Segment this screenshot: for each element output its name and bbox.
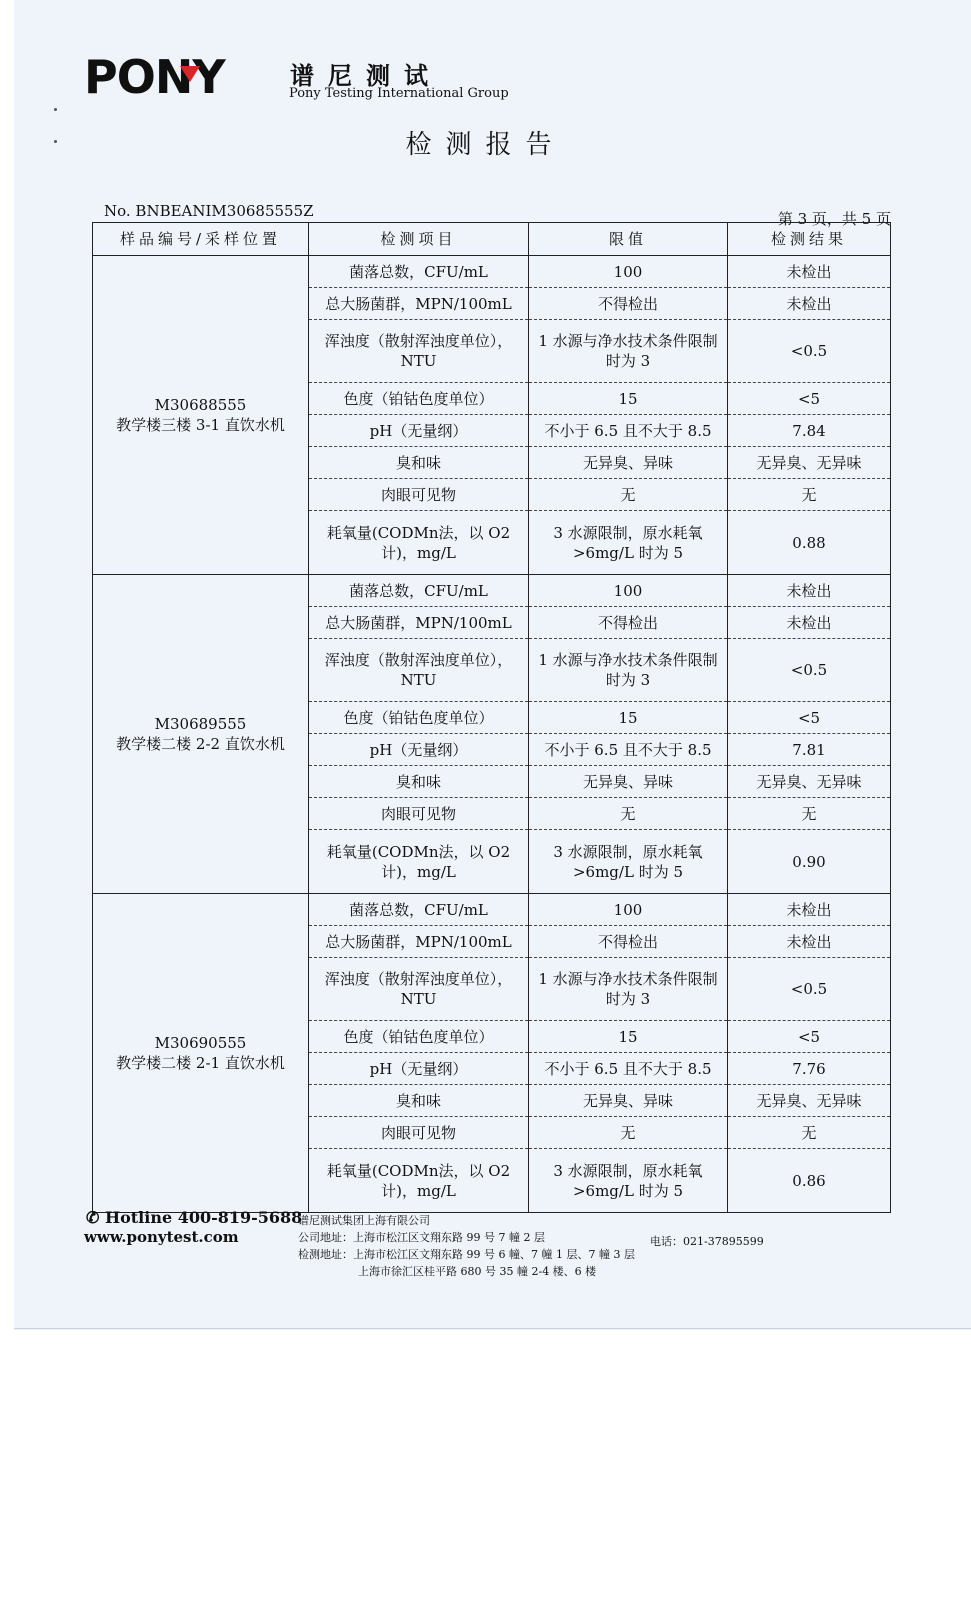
- test-item: 总大肠菌群，MPN/100mL: [309, 288, 529, 320]
- test-item: 菌落总数，CFU/mL: [309, 256, 529, 288]
- limit-value: 1 水源与净水技术条件限制时为 3: [529, 639, 728, 702]
- test-result: 7.84: [728, 415, 891, 447]
- test-item: 臭和味: [309, 1085, 529, 1117]
- test-item: 总大肠菌群，MPN/100mL: [309, 926, 529, 958]
- results-table: [92, 222, 891, 1213]
- limit-value: 不小于 6.5 且不大于 8.5: [529, 1053, 728, 1085]
- scan-dot: [54, 108, 57, 111]
- footer-hotline: [86, 1208, 302, 1227]
- report-number: No. BNBEANIM30685555Z: [104, 202, 314, 220]
- test-result: <5: [728, 1021, 891, 1053]
- limit-value: 不得检出: [529, 926, 728, 958]
- test-result: 0.86: [728, 1149, 891, 1213]
- footer-website: www.ponytest.com: [84, 1228, 239, 1246]
- test-result: <0.5: [728, 958, 891, 1021]
- sample-id: M30689555: [154, 715, 247, 733]
- limit-value: 1 水源与净水技术条件限制时为 3: [529, 320, 728, 383]
- test-item: 色度（铂钴色度单位）: [309, 383, 529, 415]
- test-result: <5: [728, 702, 891, 734]
- limit-value: 无异臭、异味: [529, 766, 728, 798]
- limit-value: 100: [529, 575, 728, 607]
- test-result: 无异臭、无异味: [728, 447, 891, 479]
- sample-id: M30690555: [154, 1034, 247, 1052]
- results-table-body: [93, 256, 891, 1213]
- header-item: 检测项目: [309, 223, 529, 256]
- sample-location: 教学楼二楼 2-1 直饮水机: [116, 1054, 285, 1072]
- sample-cell: [93, 894, 309, 1213]
- limit-value: 不得检出: [529, 288, 728, 320]
- lab-address-1: 检测地址：上海市松江区文翔东路 99 号 6 幢、7 幢 1 层、7 幢 3 层: [298, 1248, 635, 1261]
- limit-value: 3 水源限制，原水耗氧>6mg/L 时为 5: [529, 830, 728, 894]
- limit-value: 15: [529, 702, 728, 734]
- test-item: 肉眼可见物: [309, 1117, 529, 1149]
- hotline-text: Hotline 400-819-5688: [104, 1208, 303, 1227]
- red-seal-stamp: [944, 498, 964, 678]
- logo-triangle-icon: [180, 66, 200, 82]
- test-item: pH（无量纲）: [309, 1053, 529, 1085]
- table-row: [93, 256, 891, 288]
- lab-address-2: 上海市徐汇区桂平路 680 号 35 幢 2-4 楼、6 楼: [358, 1265, 597, 1278]
- sample-location: 教学楼三楼 3-1 直饮水机: [116, 416, 285, 434]
- test-item: 浑浊度（散射浑浊度单位），NTU: [309, 639, 529, 702]
- test-result: 0.90: [728, 830, 891, 894]
- limit-value: 1 水源与净水技术条件限制时为 3: [529, 958, 728, 1021]
- test-item: 耗氧量(CODMn法，以 O2计)，mg/L: [309, 1149, 529, 1213]
- header-sample: 样品编号/采样位置: [93, 223, 309, 256]
- table-row: [93, 894, 891, 926]
- document-title: 检测报告: [405, 130, 566, 160]
- test-item: 总大肠菌群，MPN/100mL: [309, 607, 529, 639]
- test-result: 未检出: [728, 256, 891, 288]
- test-result: <0.5: [728, 320, 891, 383]
- test-item: 耗氧量(CODMn法，以 O2计)，mg/L: [309, 511, 529, 575]
- test-item: 色度（铂钴色度单位）: [309, 702, 529, 734]
- limit-value: 3 水源限制，原水耗氧>6mg/L 时为 5: [529, 511, 728, 575]
- test-item: 耗氧量(CODMn法，以 O2计)，mg/L: [309, 830, 529, 894]
- header-limit: 限值: [529, 223, 728, 256]
- test-result: 无异臭、无异味: [728, 1085, 891, 1117]
- limit-value: 100: [529, 894, 728, 926]
- test-result: 无: [728, 479, 891, 511]
- test-item: pH（无量纲）: [309, 734, 529, 766]
- sample-id: M30688555: [154, 396, 247, 414]
- test-result: 无异臭、无异味: [728, 766, 891, 798]
- limit-value: 无: [529, 798, 728, 830]
- brand-cn-name: 谱尼测试: [290, 61, 442, 90]
- test-item: 色度（铂钴色度单位）: [309, 1021, 529, 1053]
- footer-address: [298, 1212, 635, 1280]
- test-item: pH（无量纲）: [309, 415, 529, 447]
- limit-value: 100: [529, 256, 728, 288]
- sheet-edge: [14, 1328, 971, 1329]
- company-name: 谱尼测试集团上海有限公司: [298, 1214, 430, 1227]
- test-item: 臭和味: [309, 447, 529, 479]
- test-item: 浑浊度（散射浑浊度单位），NTU: [309, 320, 529, 383]
- test-item: 菌落总数，CFU/mL: [309, 894, 529, 926]
- sample-cell: [93, 256, 309, 575]
- brand-en-name: Pony Testing International Group: [289, 86, 509, 101]
- test-item: 浑浊度（散射浑浊度单位），NTU: [309, 958, 529, 1021]
- limit-value: 15: [529, 1021, 728, 1053]
- limit-value: 无异臭、异味: [529, 1085, 728, 1117]
- test-result: 7.81: [728, 734, 891, 766]
- phone-icon: ✆: [86, 1208, 100, 1227]
- footer-phone: 电话：021-37895599: [650, 1235, 764, 1248]
- sample-location: 教学楼二楼 2-2 直饮水机: [116, 735, 285, 753]
- table-row: [93, 575, 891, 607]
- limit-value: 无异臭、异味: [529, 447, 728, 479]
- company-address: 公司地址：上海市松江区文翔东路 99 号 7 幢 2 层: [298, 1231, 545, 1244]
- page-info: 第 3 页，共 5 页: [777, 210, 891, 228]
- pony-logo: [84, 50, 225, 104]
- test-result: 未检出: [728, 894, 891, 926]
- sample-cell: [93, 575, 309, 894]
- test-item: 肉眼可见物: [309, 479, 529, 511]
- test-result: 7.76: [728, 1053, 891, 1085]
- test-result: <0.5: [728, 639, 891, 702]
- test-item: 菌落总数，CFU/mL: [309, 575, 529, 607]
- test-result: 未检出: [728, 288, 891, 320]
- limit-value: 3 水源限制，原水耗氧>6mg/L 时为 5: [529, 1149, 728, 1213]
- test-result: 未检出: [728, 926, 891, 958]
- header-result: 检测结果: [728, 223, 891, 256]
- test-result: 未检出: [728, 575, 891, 607]
- test-result: 未检出: [728, 607, 891, 639]
- test-result: <5: [728, 383, 891, 415]
- test-result: 无: [728, 798, 891, 830]
- test-item: 臭和味: [309, 766, 529, 798]
- limit-value: 无: [529, 1117, 728, 1149]
- logo-wordmark: PONY: [84, 50, 225, 104]
- limit-value: 无: [529, 479, 728, 511]
- limit-value: 不小于 6.5 且不大于 8.5: [529, 734, 728, 766]
- limit-value: 不小于 6.5 且不大于 8.5: [529, 415, 728, 447]
- test-result: 0.88: [728, 511, 891, 575]
- limit-value: 15: [529, 383, 728, 415]
- table-header-row: [93, 223, 891, 256]
- test-item: 肉眼可见物: [309, 798, 529, 830]
- test-result: 无: [728, 1117, 891, 1149]
- limit-value: 不得检出: [529, 607, 728, 639]
